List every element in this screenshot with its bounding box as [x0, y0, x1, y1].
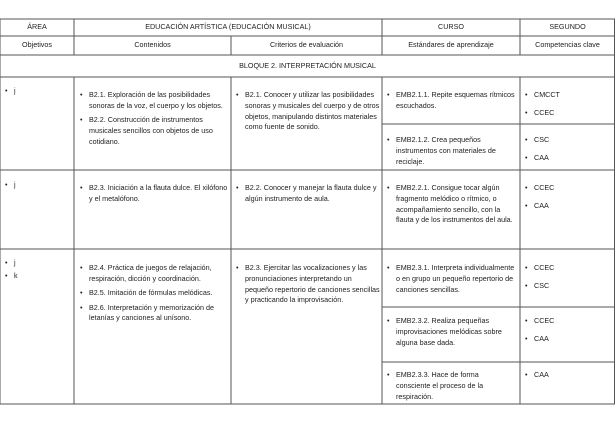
contenido-item: • B2.6. Interpretación y memorización de letanías y canciones al unísono.: [80, 303, 228, 325]
competencias-list: [525, 370, 611, 384]
estandar-list: [387, 183, 515, 230]
course-header: CURSO: [438, 22, 464, 31]
contenido-item: • B2.3. Iniciación a la flauta dulce. El xilófono y el metalófono.: [80, 183, 228, 205]
competencia-item: • CSC: [525, 135, 611, 146]
estandar-item: • EMB2.1.1. Repite esquemas rítmicos escuchados.: [387, 90, 515, 112]
objetivos-list: [5, 180, 69, 194]
criterio-item: • B2.3. Ejercitar las vocalizaciones y las pronunciaciones interpretando un pequeño repertorio de canciones sencillas y practicando la improvisación.: [236, 263, 380, 306]
competencias-list: [525, 316, 611, 348]
contenidos-header: Contenidos: [134, 40, 171, 49]
competencia-item: • CSC: [525, 281, 611, 292]
contenidos-list: [80, 263, 228, 328]
competencias-list: [525, 183, 611, 215]
criterios-header: Criterios de evaluación: [269, 40, 344, 49]
objetivo-item: • k: [5, 271, 69, 282]
estandar-list: [387, 370, 515, 406]
competencias-list: [525, 263, 611, 295]
area-header: ÁREA: [27, 22, 47, 31]
objetivos-header: Objetivos: [22, 40, 52, 49]
course-value: SEGUNDO: [549, 22, 586, 31]
objetivo-item: • j: [5, 86, 69, 97]
subject-title: EDUCACIÓN ARTÍSTICA (EDUCACIÓN MUSICAL): [145, 22, 311, 31]
bloque-title: BLOQUE 2. INTERPRETACIÓN MUSICAL: [239, 61, 376, 70]
competencia-item: • CAA: [525, 153, 611, 164]
estandar-item: • EMB2.3.3. Hace de forma consciente el proceso de la respiración.: [387, 370, 515, 402]
estandares-header: Estándares de aprendizaje: [408, 40, 494, 49]
competencias-header: Competencias clave: [535, 40, 600, 49]
estandar-list: [387, 135, 515, 171]
estandar-list: [387, 316, 515, 352]
contenido-item: • B2.4. Práctica de juegos de relajación, respiración, dicción y coordinación.: [80, 263, 228, 285]
criterios-list: [236, 90, 380, 137]
competencia-item: • CCEC: [525, 316, 611, 327]
criterios-list: [236, 263, 380, 310]
competencia-item: • CAA: [525, 201, 611, 212]
contenidos-list: [80, 183, 228, 208]
objetivos-list: [5, 258, 69, 285]
estandar-list: [387, 263, 515, 299]
competencias-list: [525, 135, 611, 167]
estandar-list: [387, 90, 515, 115]
estandar-item: • EMB2.3.1. Interpreta individualmente o en grupo un pequeño repertorio de canciones sencillas.: [387, 263, 515, 295]
competencia-item: • CCEC: [525, 183, 611, 194]
competencia-item: • CMCCT: [525, 90, 611, 101]
competencia-item: • CCEC: [525, 263, 611, 274]
criterios-list: [236, 183, 380, 208]
criterio-item: • B2.2. Conocer y manejar la flauta dulce y algún instrumento de aula.: [236, 183, 380, 205]
competencia-item: • CCEC: [525, 108, 611, 119]
contenido-item: • B2.1. Exploración de las posibilidades sonoras de la voz, el cuerpo y los objetos.: [80, 90, 228, 112]
competencias-list: [525, 90, 611, 122]
contenido-item: • B2.2. Construcción de instrumentos musicales sencillos con objetos de uso cotidiano.: [80, 115, 228, 147]
objetivo-item: • j: [5, 258, 69, 269]
objetivo-item: • j: [5, 180, 69, 191]
competencia-item: • CAA: [525, 334, 611, 345]
contenidos-list: [80, 90, 228, 151]
estandar-item: • EMB2.3.2. Realiza pequeñas improvisaciones melódicas sobre alguna base dada.: [387, 316, 515, 348]
objetivos-list: [5, 86, 69, 100]
contenido-item: • B2.5. Imitación de fórmulas melódicas.: [80, 288, 228, 299]
competencia-item: • CAA: [525, 370, 611, 381]
estandar-item: • EMB2.2.1. Consigue tocar algún fragmento melódico o rítmico, o acompañamiento sencillo, con la flauta y de los instrumentos del aula.: [387, 183, 515, 226]
estandar-item: • EMB2.1.2. Crea pequeños instrumentos con materiales de reciclaje.: [387, 135, 515, 167]
criterio-item: • B2.1. Conocer y utilizar las posibilidades sonoras y musicales del cuerpo y de otros objetos, manipulando distintos materiales como fuente de sonido.: [236, 90, 380, 133]
